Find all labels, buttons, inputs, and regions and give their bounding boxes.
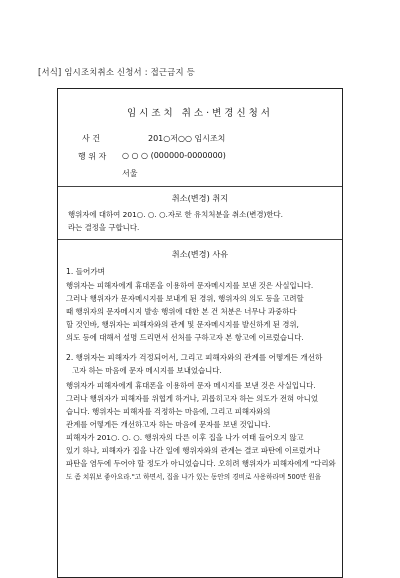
document-header-caption: [서식] 임시조치취소 신청서 : 접근금지 등 <box>38 67 195 77</box>
section1-heading: 1. 들어가며 <box>66 267 106 276</box>
case-value: 201○저○○ 임시조치 <box>148 134 226 143</box>
case-label: 사 건 <box>82 134 100 143</box>
section1-line: 행위자는 피해자에게 휴대폰을 이용하여 문자메시지를 보낸 것은 사실입니다. <box>66 281 314 290</box>
purpose-line: 행위자에 대하여 201○. ○. ○.자로 한 유치처분을 취소(변경)한다. <box>68 210 283 219</box>
section2-line: 있기 하나, 피해자가 집을 나간 일에 행위자와의 관계는 결코 파탄에 이르렀거나 <box>66 446 321 455</box>
actor-address: 서울 <box>122 169 138 178</box>
section-divider <box>58 186 342 187</box>
purpose-title: 취소(변경) 취지 <box>171 193 229 203</box>
section2-heading: 2. 행위자는 피해자가 걱정되어서, 그리고 피해자와의 관계를 어떻게든 개선하 <box>66 353 323 362</box>
section2-line: 파탄을 염두에 두어야 할 정도가 아니었습니다. 오히려 행위자가 피해자에게 "다리와 <box>66 459 336 468</box>
actor-label: 행 위 자 <box>78 152 107 161</box>
form-title: 임시조치 취소·변경신청서 <box>127 108 273 119</box>
section2-line: 습니다. 행위자는 피해자를 걱정하는 마음에, 그리고 피해자와의 <box>66 407 271 416</box>
section2-line: 관계를 어떻게든 개선하고자 하는 마음에 문자를 보낸 것입니다. <box>66 420 271 429</box>
section1-line: 할 것인바, 행위자는 피해자와의 관계 및 문자메시지를 발신하게 된 경위, <box>66 320 299 329</box>
section1-line: 때 행위자의 문자메시지 발송 행위에 대한 본 건 처분은 너무나 과중하다 <box>66 307 297 316</box>
purpose-line: 라는 결정을 구합니다. <box>68 223 140 232</box>
section-divider <box>58 239 342 240</box>
section2-line: 피해자가 201○. ○. ○. 행위자의 다른 이후 집을 나가 여태 들어오지 않고 <box>66 433 304 442</box>
section2-line: 도 좀 치워보 좋아요라."고 하면서, 집을 나가 있는 동안의 경비로 사용하라며 500만 원을 <box>66 473 322 481</box>
actor-name: ○ ○ ○ (000000-0000000) <box>122 151 226 160</box>
section2-line: 고자 하는 마음에 문자 메시지를 보내었습니다. <box>72 366 222 375</box>
section1-line: 의도 등에 대해서 설명 드리면서 선처를 구하고자 본 항고에 이르렀습니다. <box>66 333 304 342</box>
application-form <box>57 88 343 578</box>
reason-title: 취소(변경) 사유 <box>171 249 229 259</box>
section2-line: 그러나 행위자가 피해자를 위협게 하거나, 괴롭히고자 하는 의도가 전혀 아니었 <box>66 394 318 403</box>
section1-line: 그러나 행위자가 문자메시지를 보내게 된 경위, 행위자의 의도 등을 고려할 <box>66 294 304 303</box>
section2-line: 행위자가 피해자에게 휴대폰을 이용하여 문자 메시지를 보낸 것은 사실입니다. <box>66 381 316 390</box>
